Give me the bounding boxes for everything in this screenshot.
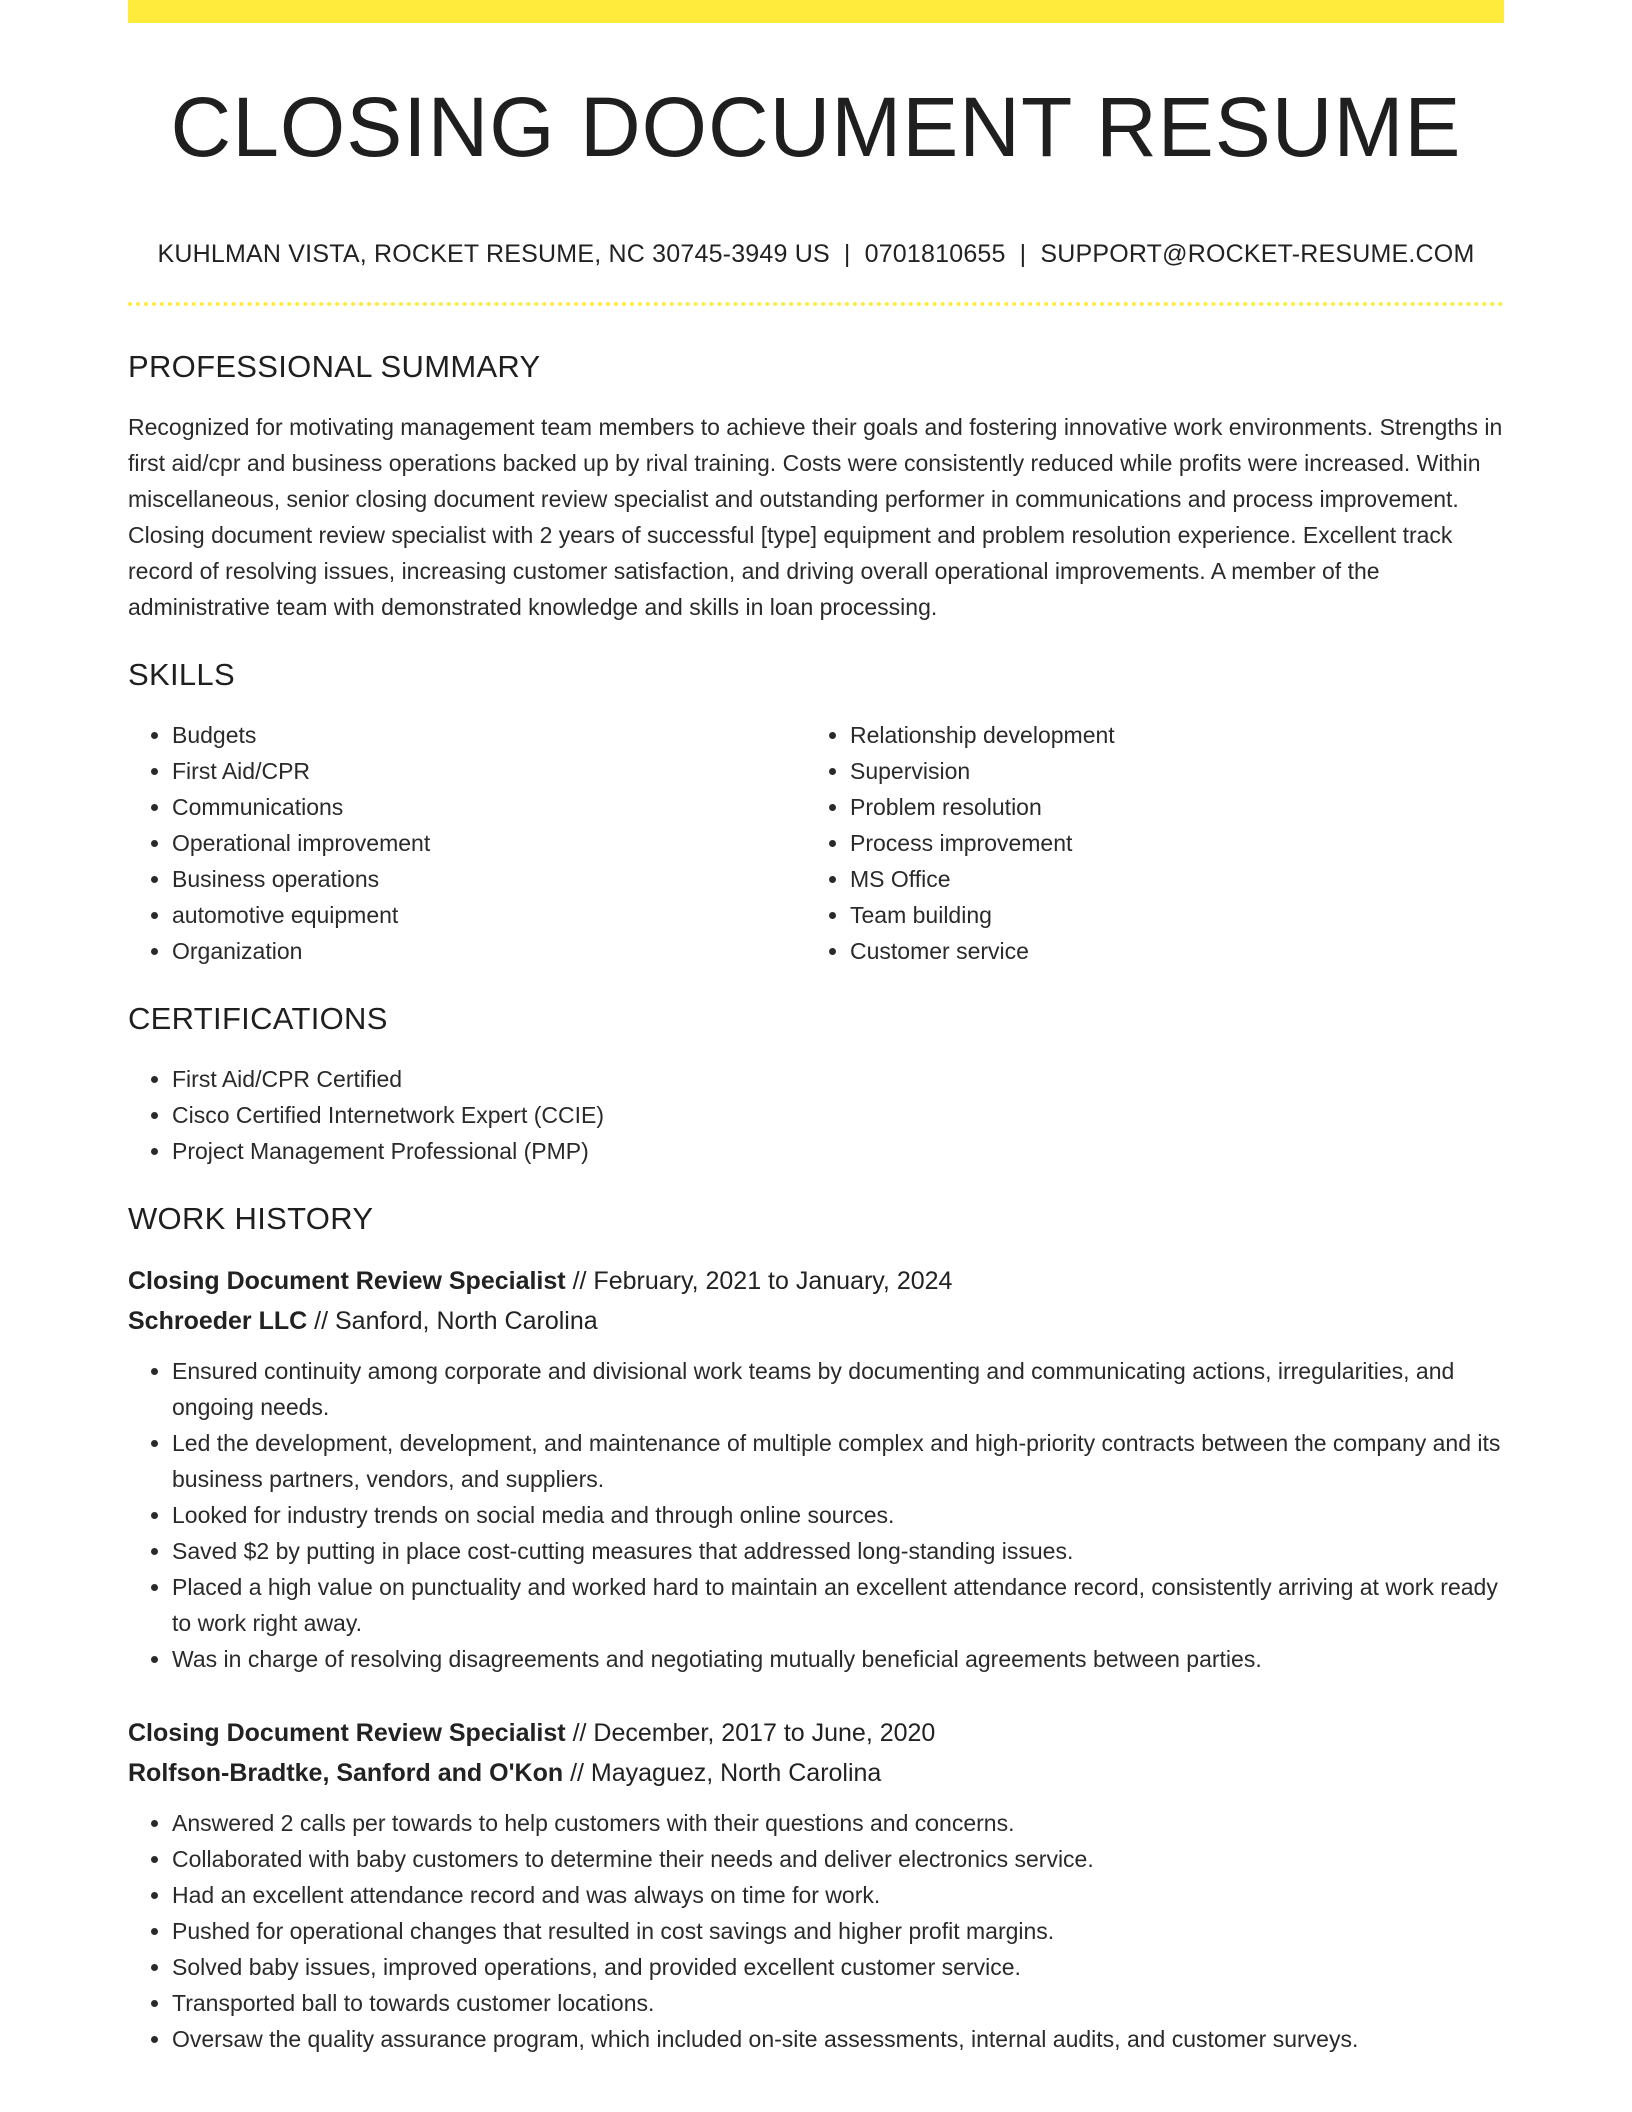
summary-heading: PROFESSIONAL SUMMARY <box>128 349 541 384</box>
contact-separator: | <box>1019 240 1027 268</box>
job-location: Mayaguez, North Carolina <box>590 1759 882 1787</box>
skill-item: • automotive equipment <box>172 897 806 933</box>
job-bullets <box>128 1353 1504 1677</box>
skill-item: • Budgets <box>172 717 806 753</box>
job-title-line <box>128 1713 1504 1753</box>
summary-text: Recognized for motivating management team members to achieve their goals and fostering innovative work environments. Strengths in first aid/cpr and business operations backed up by rival training. Costs were consistently reduced while profits were increased. Within miscellaneous, senior closing document review specialist and outstanding performer in communications and process improvement. Closing document review specialist with 2 years of successful [type] equipment and problem resolution experience. Excellent track record of resolving issues, increasing customer satisfaction, and driving overall operational improvements. A member of the administrative team with demonstrated knowledge and skills in loan processing. <box>128 414 1503 620</box>
resume-content <box>128 0 1504 2057</box>
certifications-list <box>128 1061 1504 1169</box>
job-bullets <box>128 1805 1504 2057</box>
skill-item: • Process improvement <box>850 825 1484 861</box>
job-separator: // <box>565 1267 594 1295</box>
job-bullet: • Answered 2 calls per towards to help customers with their questions and concerns. <box>172 1805 1504 1841</box>
job-company-line <box>128 1753 1504 1793</box>
job-entry <box>128 1261 1504 1677</box>
contact-address: KUHLMAN VISTA, ROCKET RESUME, NC 30745-3949 US <box>157 240 830 268</box>
job-company: Rolfson-Bradtke, Sanford and O'Kon <box>128 1759 564 1787</box>
skills-list-left <box>128 717 806 969</box>
job-bullet: • Had an excellent attendance record and was always on time for work. <box>172 1877 1504 1913</box>
work-history-heading: WORK HISTORY <box>128 1201 374 1236</box>
skill-item: • Team building <box>850 897 1484 933</box>
skills-columns <box>128 717 1504 969</box>
job-bullet: • Ensured continuity among corporate and divisional work teams by documenting and communicating actions, irregularities, and ongoing needs. <box>172 1353 1504 1425</box>
skill-item: • Relationship development <box>850 717 1484 753</box>
certifications-heading: CERTIFICATIONS <box>128 1001 388 1036</box>
skill-item: • Business operations <box>172 861 806 897</box>
job-bullet: • Transported ball to towards customer locations. <box>172 1985 1504 2021</box>
skill-item: • Organization <box>172 933 806 969</box>
job-separator: // <box>565 1719 594 1747</box>
job-dates: December, 2017 to June, 2020 <box>593 1719 936 1747</box>
contact-line <box>128 238 1504 270</box>
skill-item: • MS Office <box>850 861 1484 897</box>
skill-item: • Operational improvement <box>172 825 806 861</box>
skill-item: • Communications <box>172 789 806 825</box>
job-bullet: • Solved baby issues, improved operations, and provided excellent customer service. <box>172 1949 1504 1985</box>
job-company: Schroeder LLC <box>128 1307 308 1335</box>
contact-separator: | <box>843 240 851 268</box>
job-title-line <box>128 1261 1504 1301</box>
job-entry <box>128 1713 1504 2057</box>
job-bullet: • Pushed for operational changes that resulted in cost savings and higher profit margins. <box>172 1913 1504 1949</box>
certification-item: • Cisco Certified Internetwork Expert (CCIE) <box>172 1097 1504 1133</box>
job-bullet: • Saved $2 by putting in place cost-cutting measures that addressed long-standing issues. <box>172 1533 1504 1569</box>
resume-name: CLOSING DOCUMENT RESUME <box>170 80 1462 174</box>
job-bullet: • Collaborated with baby customers to determine their needs and deliver electronics service. <box>172 1841 1504 1877</box>
job-bullet: • Oversaw the quality assurance program, which included on-site assessments, internal audits, and customer surveys. <box>172 2021 1504 2057</box>
job-bullet: • Looked for industry trends on social media and through online sources. <box>172 1497 1504 1533</box>
job-location: Sanford, North Carolina <box>335 1307 598 1335</box>
job-separator: // <box>307 1307 335 1335</box>
job-separator: // <box>563 1759 591 1787</box>
job-role: Closing Document Review Specialist <box>128 1267 566 1295</box>
job-bullet: • Led the development, development, and maintenance of multiple complex and high-priority contracts between the company and its business partners, vendors, and suppliers. <box>172 1425 1504 1497</box>
job-company-line <box>128 1301 1504 1341</box>
skills-list-right <box>806 717 1484 969</box>
job-dates: February, 2021 to January, 2024 <box>593 1267 953 1295</box>
skills-heading: SKILLS <box>128 657 235 692</box>
skill-item: • First Aid/CPR <box>172 753 806 789</box>
contact-email: SUPPORT@ROCKET-RESUME.COM <box>1040 240 1475 268</box>
skill-item: • Customer service <box>850 933 1484 969</box>
job-bullet: • Placed a high value on punctuality and worked hard to maintain an excellent attendance record, consistently arriving at work ready to work right away. <box>172 1569 1504 1641</box>
job-role: Closing Document Review Specialist <box>128 1719 566 1747</box>
job-bullet: • Was in charge of resolving disagreements and negotiating mutually beneficial agreements between parties. <box>172 1641 1504 1677</box>
skill-item: • Supervision <box>850 753 1484 789</box>
dotted-divider <box>128 302 1504 306</box>
certification-item: • First Aid/CPR Certified <box>172 1061 1504 1097</box>
contact-phone: 0701810655 <box>864 240 1006 268</box>
skill-item: • Problem resolution <box>850 789 1484 825</box>
certification-item: • Project Management Professional (PMP) <box>172 1133 1504 1169</box>
